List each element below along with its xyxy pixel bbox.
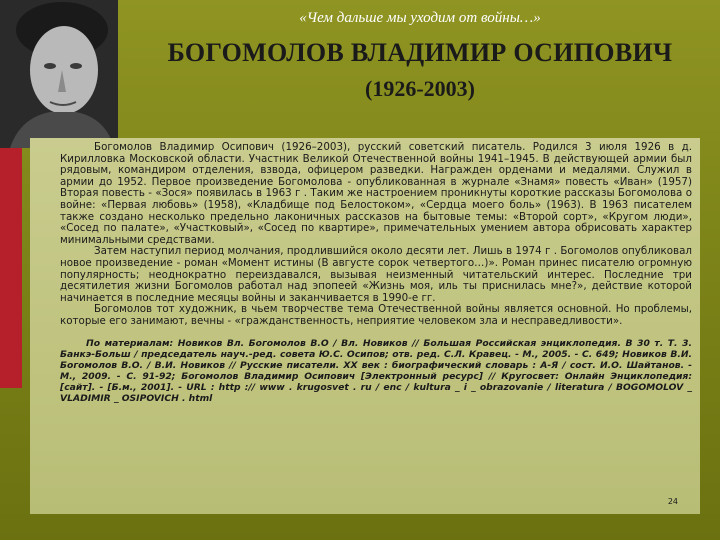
life-years: (1926-2003) (365, 76, 475, 101)
portrait-image (0, 0, 118, 148)
series-title: «Чем дальше мы уходим от войны…» (299, 10, 541, 26)
author-portrait (0, 0, 118, 148)
biography-paragraph: Затем наступил период молчания, продлившийся около десяти лет. Лишь в 1974 г . Богомолов опубликовал новое произведение - роман «Момент истины (В августе сорок четвертого…)». Роман принес писателю огромную популярность; неоднократно переиздавался, вызывая неизменный читательский интерес. Последние три десятилетия жизни Богомолов работал над эпопеей «Жизнь моя, иль ты приснилась мне?», действие которой начинается в последние месяцы войны и заканчивается в 1990-е гг. (60, 245, 692, 304)
biography-paragraph: Богомолов тот художник, в чьем творчестве тема Отечественной войны является основной. Но проблемы, которые его занимают, вечны - «гражданственность, неприятие человеком зла и несправедливости». (60, 303, 692, 327)
biography-panel (30, 138, 700, 514)
accent-bar (0, 128, 22, 388)
sources-citation: По материалам: Новиков Вл. Богомолов В.О / Вл. Новиков // Большая Российская энциклопедия. В 30 т. Т. 3. Банкэ-Больш / председатель науч.-ред. совета Ю.С. Осипов; отв. ред. С.Л. Кравец. - М., 2005. - С. 649; Новиков В.И. Богомолов В.О. / В.И. Новиков // Русские писатели. XX век : биографический словарь : А-Я / сост. И.О. Шайтанов. - М., 2009. - С. 91-92; Богомолов Владимир Осипович [Электронный ресурс] // Кругосвет: Онлайн Энциклопедия: [сайт]. - [Б.м., 2001]. - URL : http :// www . krugosvet . ru / enc / kultura _ i _ obrazovanie / literatura / BOGOMOLOV _ VLADIMIR _ OSIPOVICH . html (60, 337, 692, 404)
page-title: БОГОМОЛОВ ВЛАДИМИР ОСИПОВИЧ (167, 38, 673, 67)
page-number: 24 (667, 497, 678, 506)
biography-paragraph: Богомолов Владимир Осипович (1926–2003), русский советский писатель. Родился 3 июля 1926 в д. Кирилловка Московской области. Участник Великой Отечественной войны 1941–1945. В действующей армии был рядовым, командиром отделения, взвода, офицером разведки. Награжден орденами и медалями. Служил в армии до 1952. Первое произведение Богомолова - опубликованная в журнале «Знамя» повесть «Иван» (1957) Вторая повесть - «Зося» появилась в 1963 г . Таким же настроением проникнуты короткие рассказы Богомолова о войне: «Первая любовь» (1958), «Кладбище под Белостоком», «Сердца моего боль» (1963). В 1963 писателем также создано несколько предельно лаконичных рассказов на бытовые темы: «Второй сорт», «Кругом люди», «Сосед по палате», «Участковый», «Сосед по квартире», примечательных умением автора обрисовать характер минимальными средствами. (60, 141, 692, 246)
